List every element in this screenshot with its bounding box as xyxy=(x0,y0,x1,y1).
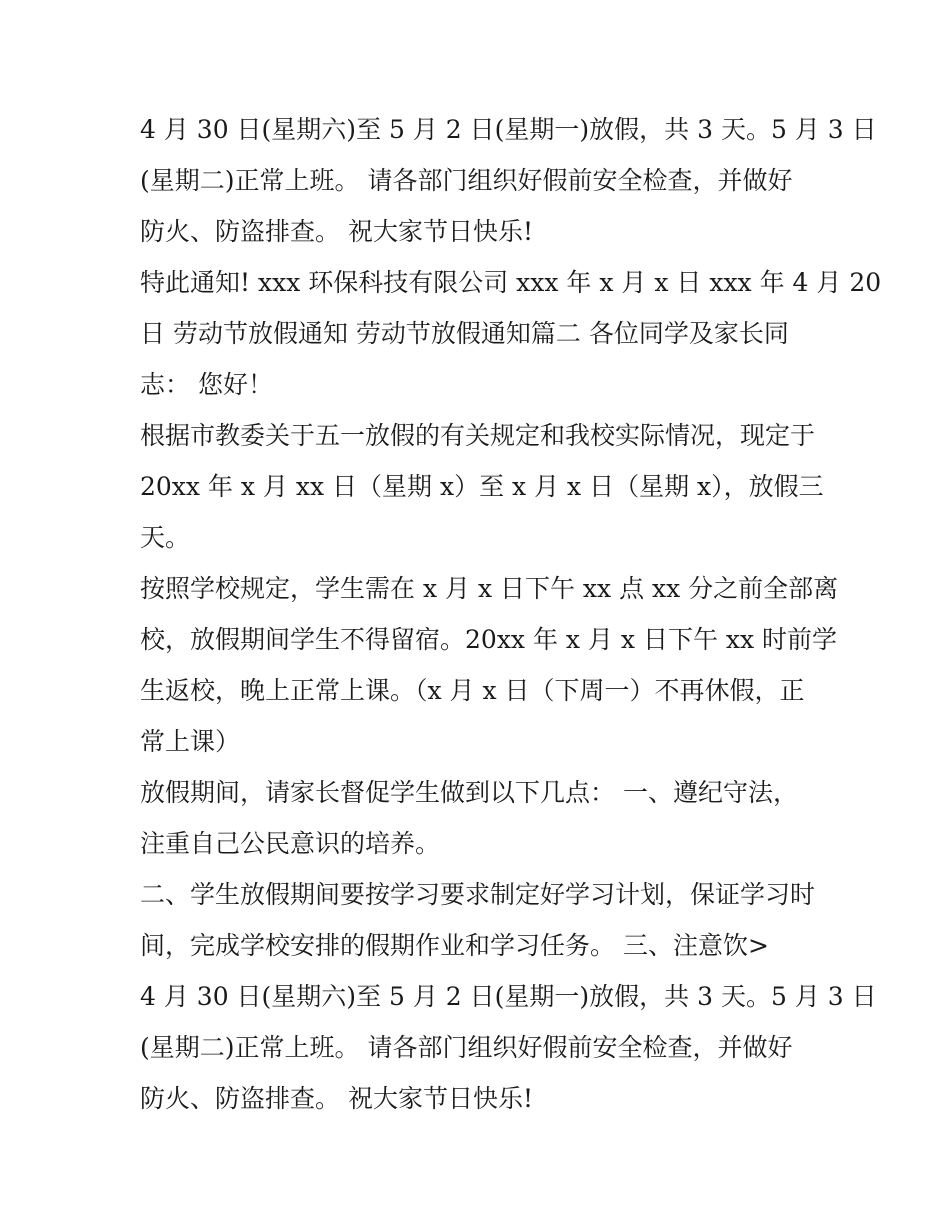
text-line: 常上课） xyxy=(140,727,241,756)
text-line: 校，放假期间学生不得留宿。20xx 年 x 月 x 日下午 xx 时前学 xyxy=(140,625,838,654)
text-line: 防火、防盗排查。 祝大家节日快乐! xyxy=(140,217,533,246)
text-line: 根据市教委关于五一放假的有关规定和我校实际情况，现定于 xyxy=(140,421,816,450)
text-line: 4 月 30 日(星期六)至 5 月 2 日(星期一)放假，共 3 天。5 月 3 日 xyxy=(140,982,877,1011)
text-line: 天。 xyxy=(140,523,191,552)
text-line: 生返校，晚上正常上课。（x 月 x 日（下周一）不再休假，正 xyxy=(140,676,805,705)
text-line: 注重自己公民意识的培养。 xyxy=(140,829,441,858)
text-line: 20xx 年 x 月 xx 日（星期 x）至 x 月 x 日（星期 x），放假三 xyxy=(140,472,824,501)
paragraph-parent-guidance xyxy=(140,767,820,869)
text-line: (星期二)正常上班。 请各部门组织好假前安全检查，并做好 xyxy=(140,1033,793,1062)
text-line: 4 月 30 日(星期六)至 5 月 2 日(星期一)放假，共 3 天。5 月 3 日 xyxy=(140,115,877,144)
paragraph-school-rules xyxy=(140,563,839,767)
paragraph-holiday-notice-repeat xyxy=(140,971,877,1124)
text-line: 间，完成学校安排的假期作业和学习任务。 三、注意饮> xyxy=(140,931,769,960)
paragraph-company-signoff xyxy=(140,257,882,410)
text-line: 按照学校规定，学生需在 x 月 x 日下午 xx 点 xx 分之前全部离 xyxy=(140,574,839,603)
paragraph-school-schedule xyxy=(140,410,824,563)
text-line: 防火、防盗排查。 祝大家节日快乐! xyxy=(140,1084,533,1113)
text-line: 特此通知! xxx 环保科技有限公司 xxx 年 x 月 x 日 xxx 年 4 月 20 xyxy=(140,268,882,297)
text-line: (星期二)正常上班。 请各部门组织好假前安全检查，并做好 xyxy=(140,166,793,195)
paragraph-holiday-notice xyxy=(140,104,877,257)
paragraph-study-plan xyxy=(140,869,820,971)
text-line: 志： 您好！ xyxy=(140,370,273,399)
text-line: 日 劳动节放假通知 劳动节放假通知篇二 各位同学及家长同 xyxy=(140,319,789,348)
text-line: 放假期间，请家长督促学生做到以下几点： 一、遵纪守法， xyxy=(140,778,798,807)
text-line: 二、学生放假期间要按学习要求制定好学习计划，保证学习时 xyxy=(140,880,816,909)
document-body xyxy=(140,104,882,1124)
